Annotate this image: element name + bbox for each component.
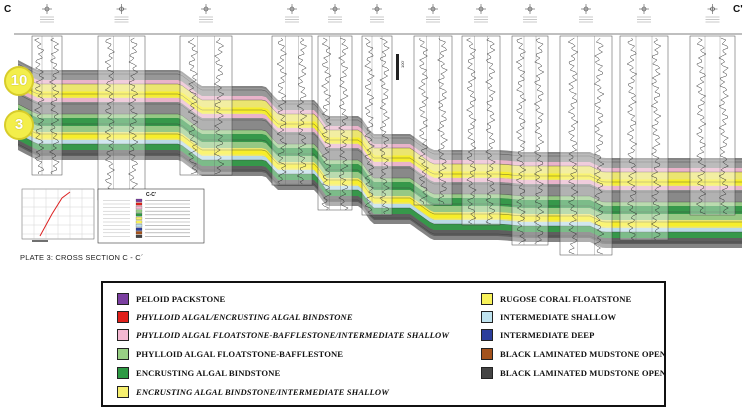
legend-label: PELOID PACKSTONE bbox=[136, 294, 226, 304]
inset-panel bbox=[22, 189, 204, 243]
legend-label: BLACK LAMINATED MUDSTONE OPEN bbox=[500, 368, 667, 378]
scale-bar bbox=[396, 54, 399, 80]
scale-label: 100' bbox=[400, 60, 405, 68]
inset-legend-swatch bbox=[136, 231, 142, 234]
inset-legend-swatch bbox=[136, 228, 142, 231]
legend-swatch bbox=[481, 311, 493, 323]
legend-label: INTERMEDIATE DEEP bbox=[500, 330, 595, 340]
well-column bbox=[272, 36, 312, 185]
well-track bbox=[362, 36, 392, 215]
legend-item bbox=[481, 310, 616, 324]
inset-legend-swatch bbox=[136, 199, 142, 202]
well-track bbox=[462, 36, 500, 225]
well-column bbox=[32, 36, 62, 175]
legend-swatch bbox=[481, 348, 493, 360]
legend-item bbox=[481, 292, 631, 306]
inset-legend-swatch bbox=[136, 221, 142, 224]
well-track bbox=[414, 36, 452, 205]
well-track bbox=[180, 36, 232, 175]
legend-item bbox=[481, 366, 666, 380]
well-track bbox=[560, 36, 612, 255]
legend-swatch bbox=[117, 329, 129, 341]
legend-label: PHYLLOID ALGAL FLOATSTONE-BAFFLESTONE bbox=[136, 349, 344, 359]
legend-swatch bbox=[117, 293, 129, 305]
well-track bbox=[690, 36, 735, 215]
legend-label: INTERMEDIATE SHALLOW bbox=[500, 312, 617, 322]
legend-label: ENCRUSTING ALGAL BINDSTONE bbox=[136, 368, 281, 378]
legend-swatch bbox=[481, 367, 493, 379]
well-track bbox=[512, 36, 548, 245]
legend-label: RUGOSE CORAL FLOATSTONE bbox=[500, 294, 632, 304]
legend-item bbox=[117, 366, 280, 380]
inset-legend-swatch bbox=[136, 235, 142, 238]
section-end-label: C' bbox=[733, 4, 743, 15]
legend-swatch bbox=[117, 386, 129, 398]
well-column bbox=[462, 36, 500, 225]
legend-label: PHYLLOID ALGAL/ENCRUSTING ALGAL BINDSTONE bbox=[136, 312, 353, 322]
legend-swatch bbox=[481, 293, 493, 305]
well-track bbox=[32, 36, 62, 175]
legend-item bbox=[117, 310, 353, 324]
well-column bbox=[98, 36, 145, 200]
legend-item bbox=[117, 328, 449, 342]
well-column bbox=[414, 36, 452, 205]
well-track bbox=[98, 36, 145, 200]
facies-legend bbox=[101, 281, 666, 407]
legend-item bbox=[117, 292, 225, 306]
well-track bbox=[620, 36, 668, 240]
legend-item bbox=[117, 347, 343, 361]
legend-label: BLACK LAMINATED MUDSTONE OPEN bbox=[500, 349, 667, 359]
inset-legend-swatch bbox=[136, 203, 142, 206]
plate-title: PLATE 3: CROSS SECTION C - C´ bbox=[20, 253, 144, 262]
legend-label: PHYLLOID ALGAL FLOATSTONE-BAFFLESTONE/INTERMEDIATE SHALLOW bbox=[136, 330, 450, 340]
inset-legend-swatch bbox=[136, 217, 142, 220]
legend-item bbox=[481, 347, 666, 361]
well-column bbox=[362, 36, 392, 215]
legend-swatch bbox=[117, 311, 129, 323]
section-start-label: C bbox=[4, 4, 12, 15]
well-column bbox=[620, 36, 668, 240]
inset-legend-swatch bbox=[136, 213, 142, 216]
inset-legend-title: C-C' bbox=[145, 192, 157, 198]
marker-3-badge: 3 bbox=[4, 110, 34, 140]
legend-label: ENCRUSTING ALGAL BINDSTONE/INTERMEDIATE SHALLOW bbox=[136, 387, 389, 397]
well-track bbox=[318, 36, 352, 210]
legend-swatch bbox=[117, 348, 129, 360]
well-column bbox=[690, 36, 735, 215]
marker-10-badge: 10 bbox=[4, 66, 34, 96]
well-track bbox=[272, 36, 312, 185]
well-column bbox=[512, 36, 548, 245]
legend-item bbox=[117, 385, 389, 399]
inset-legend-swatch bbox=[136, 210, 142, 213]
well-column bbox=[560, 36, 612, 255]
inset-legend-swatch bbox=[136, 224, 142, 227]
legend-swatch bbox=[481, 329, 493, 341]
legend-swatch bbox=[117, 367, 129, 379]
inset-legend-swatch bbox=[136, 206, 142, 209]
well-column bbox=[318, 36, 352, 210]
legend-item bbox=[481, 328, 594, 342]
well-column bbox=[180, 36, 232, 175]
